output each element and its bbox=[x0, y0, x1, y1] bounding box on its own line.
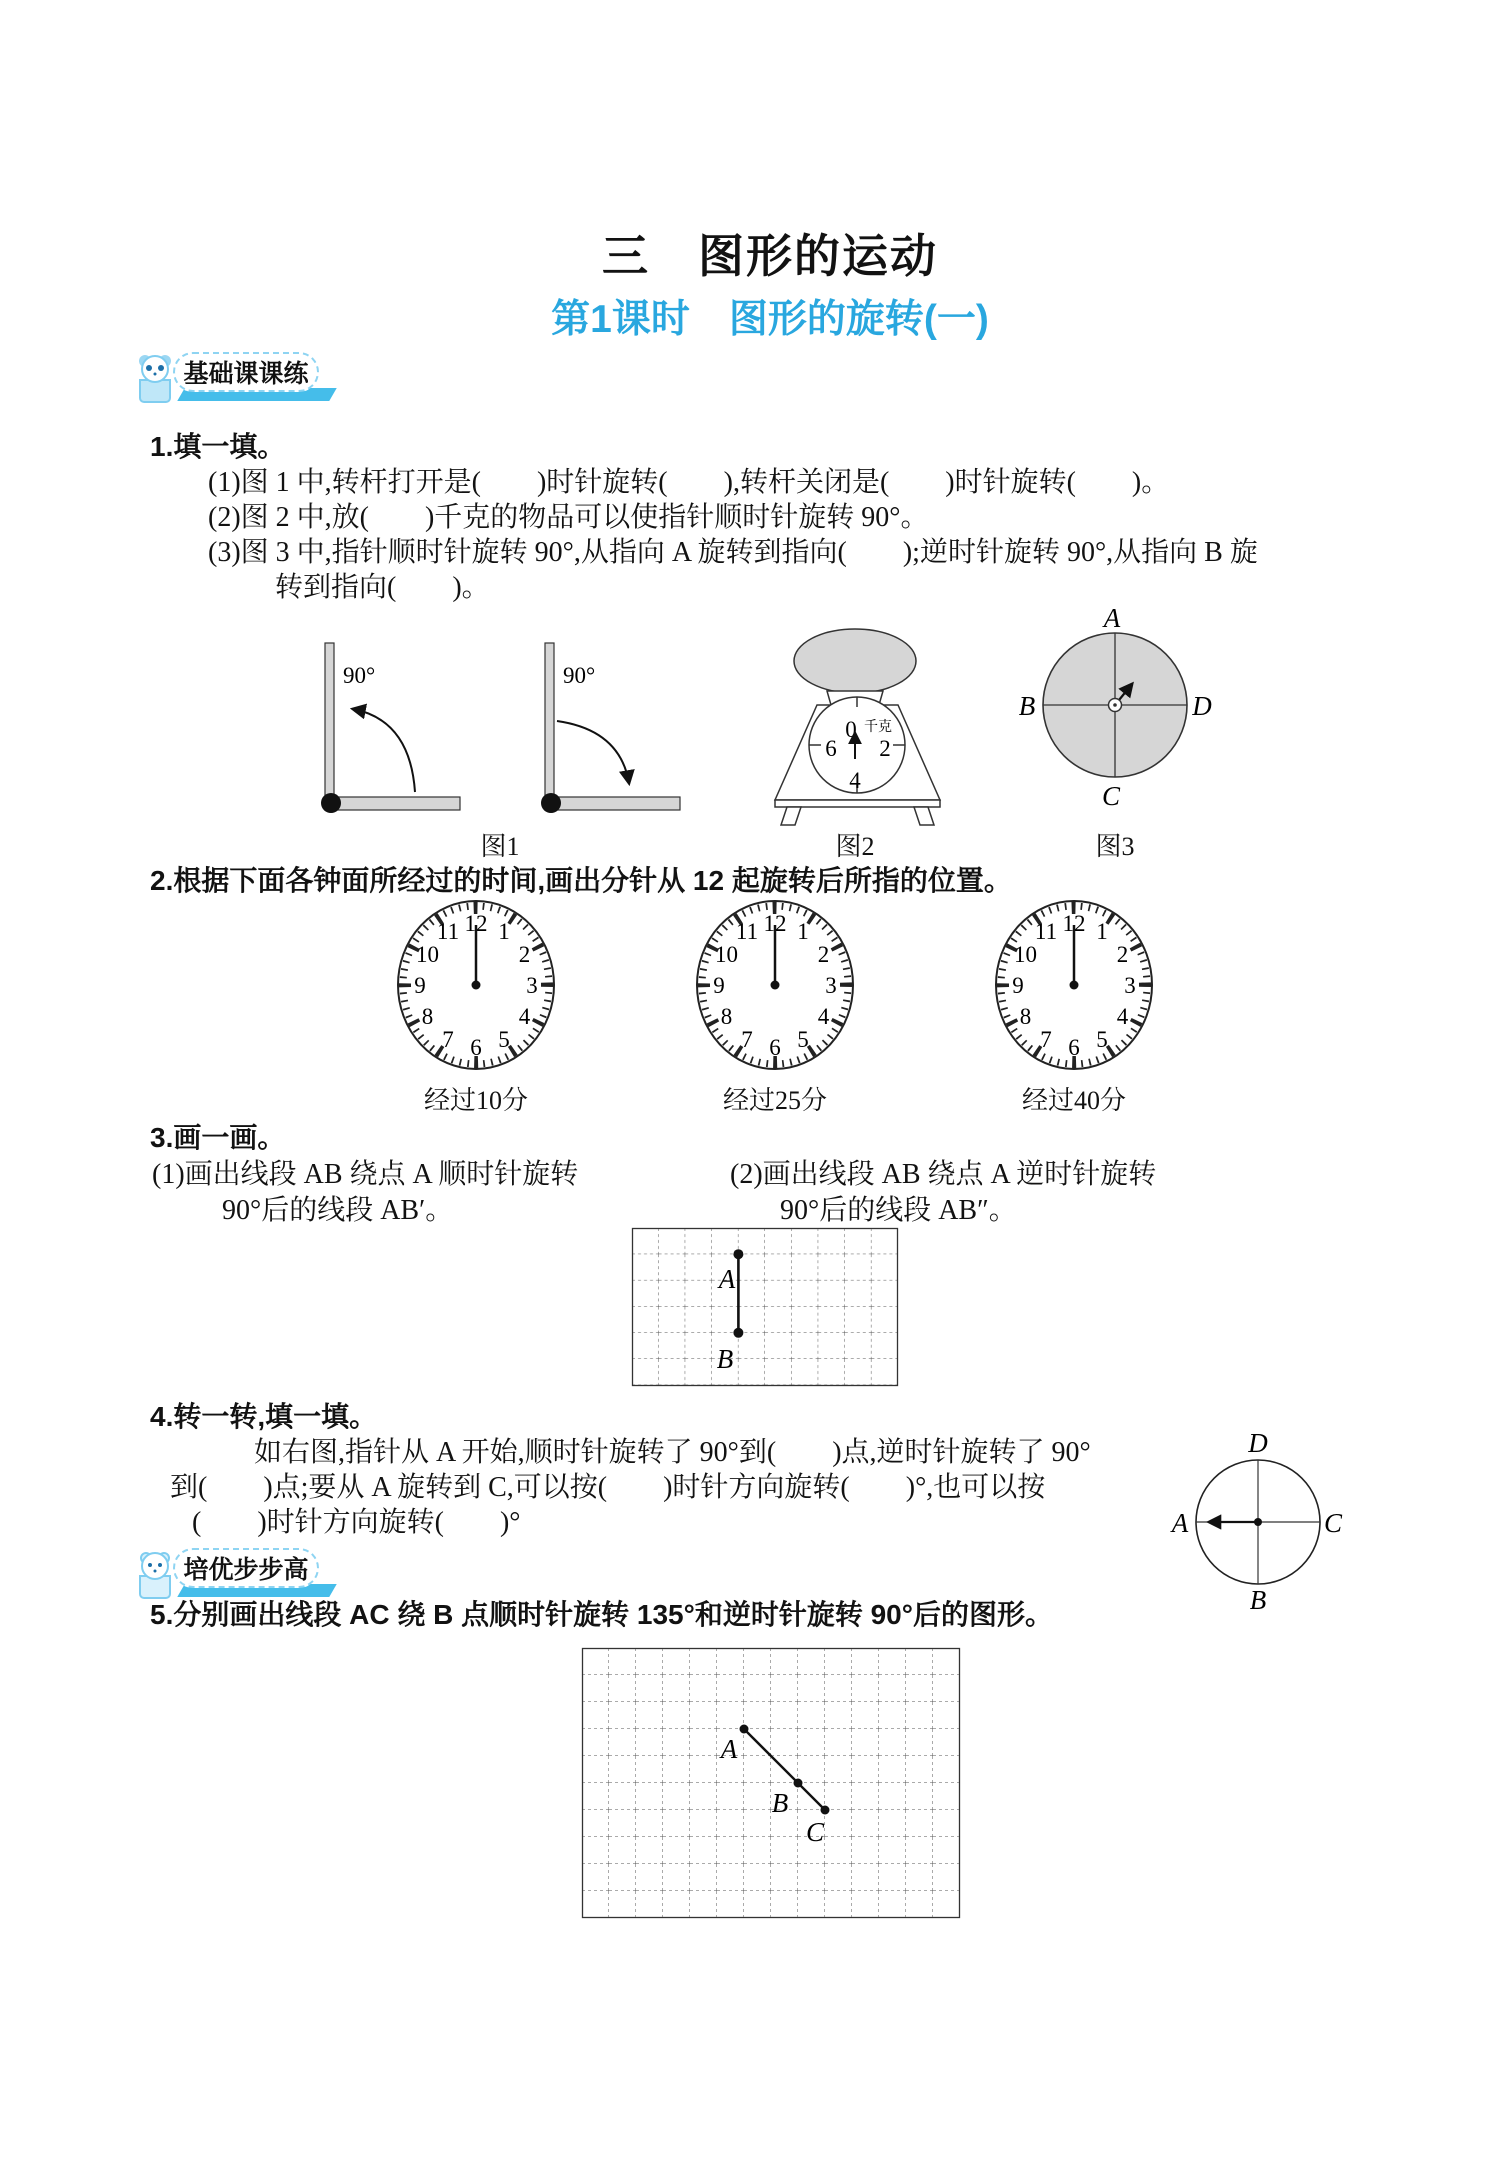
rotation-arrow-cw bbox=[557, 721, 629, 783]
clock-face-3 bbox=[989, 897, 1159, 1077]
svg-text:1: 1 bbox=[498, 919, 510, 944]
point-label-b: B bbox=[716, 1344, 734, 1374]
svg-text:2: 2 bbox=[817, 942, 830, 967]
svg-text:4: 4 bbox=[1116, 1004, 1129, 1029]
point-label-c: C bbox=[1323, 1508, 1343, 1538]
point-label-d: D bbox=[1248, 1428, 1268, 1458]
svg-text:11: 11 bbox=[1034, 919, 1058, 944]
point-b-dot bbox=[794, 1779, 803, 1788]
q3-drawing-grid bbox=[632, 1228, 898, 1386]
svg-text:11: 11 bbox=[735, 919, 759, 944]
svg-text:7: 7 bbox=[741, 1027, 753, 1052]
page-title: 三 图形的运动 bbox=[602, 230, 938, 282]
svg-text:6: 6 bbox=[769, 1035, 781, 1060]
figure1-gate-diagram bbox=[315, 635, 695, 825]
q3-stem: 3.画一画。 bbox=[150, 1122, 286, 1153]
badge-label: 基础课课练 bbox=[183, 360, 309, 388]
dial-unit: 千克 bbox=[864, 720, 892, 735]
point-label-a: A bbox=[718, 1264, 736, 1294]
scale-foot bbox=[914, 807, 934, 825]
svg-text:10: 10 bbox=[1014, 942, 1037, 967]
svg-text:3: 3 bbox=[1124, 973, 1136, 998]
gate-pole-vertical bbox=[545, 643, 554, 803]
figure3-caption: 图3 bbox=[1095, 832, 1135, 861]
dial-four: 4 bbox=[849, 768, 861, 793]
q1-item3-cont: 转到指向( )。 bbox=[275, 572, 490, 603]
q4-line3: ( )时针方向旋转( )° bbox=[192, 1507, 521, 1538]
q3-item1-line1: (1)画出线段 AB 绕点 A 顺时针旋转 bbox=[152, 1159, 579, 1190]
svg-text:7: 7 bbox=[442, 1027, 454, 1052]
angle-label: 90° bbox=[563, 663, 596, 688]
clock2-caption: 经过25分 bbox=[722, 1086, 827, 1115]
clock1-caption: 经过10分 bbox=[423, 1086, 528, 1115]
svg-text:6: 6 bbox=[1068, 1035, 1080, 1060]
clock-face-2 bbox=[690, 897, 860, 1077]
figure2-scale-diagram bbox=[765, 625, 950, 830]
point-label-a: A bbox=[720, 1734, 738, 1764]
svg-text:8: 8 bbox=[720, 1004, 733, 1029]
gate-pivot-dot bbox=[541, 793, 561, 813]
svg-text:3: 3 bbox=[825, 973, 837, 998]
q3-item2-line1: (2)画出线段 AB 绕点 A 逆时针旋转 bbox=[730, 1159, 1157, 1190]
point-label-c: C bbox=[1101, 781, 1121, 811]
badge-label: 培优步步高 bbox=[183, 1556, 309, 1584]
scale-pan-object bbox=[794, 629, 916, 693]
dial-two: 2 bbox=[879, 736, 891, 761]
point-label-c: C bbox=[805, 1817, 825, 1847]
scale-foot bbox=[781, 807, 801, 825]
svg-text:5: 5 bbox=[1096, 1027, 1108, 1052]
dial-zero: 0 bbox=[845, 717, 857, 742]
svg-text:4: 4 bbox=[817, 1004, 830, 1029]
svg-text:1: 1 bbox=[797, 919, 809, 944]
q3-item1-line2: 90°后的线段 AB′。 bbox=[222, 1195, 454, 1226]
point-label-a: A bbox=[1171, 1508, 1189, 1538]
point-label-b: B bbox=[771, 1788, 789, 1818]
svg-text:12: 12 bbox=[1062, 911, 1086, 936]
point-a-dot bbox=[740, 1725, 749, 1734]
point-b-dot bbox=[733, 1328, 743, 1338]
badge-label-box bbox=[173, 352, 319, 392]
svg-text:1: 1 bbox=[1096, 919, 1108, 944]
q4-line2: 到( )点;要从 A 旋转到 C,可以按( )时针方向旋转( )°,也可以按 bbox=[170, 1472, 1046, 1503]
q4-stem: 4.转一转,填一填。 bbox=[150, 1401, 378, 1432]
clock-center-dot bbox=[771, 981, 780, 990]
q2-stem: 2.根据下面各钟面所经过的时间,画出分针从 12 起旋转后所指的位置。 bbox=[150, 865, 1012, 896]
rotation-arrow-ccw bbox=[353, 709, 415, 792]
figure1-caption: 图1 bbox=[480, 832, 520, 861]
svg-text:10: 10 bbox=[416, 942, 439, 967]
q1-stem: 1.填一填。 bbox=[150, 431, 286, 462]
q5-drawing-grid bbox=[582, 1648, 960, 1918]
svg-text:5: 5 bbox=[797, 1027, 809, 1052]
q1-item2: (2)图 2 中,放( )千克的物品可以使指针顺时针旋转 90°。 bbox=[208, 502, 929, 533]
dial-six: 6 bbox=[825, 736, 837, 761]
angle-label: 90° bbox=[343, 663, 376, 688]
svg-text:4: 4 bbox=[518, 1004, 531, 1029]
svg-text:8: 8 bbox=[421, 1004, 434, 1029]
gate-pivot-dot bbox=[321, 793, 341, 813]
clock-face-1 bbox=[391, 897, 561, 1077]
gate-pole-horizontal bbox=[545, 797, 680, 810]
gate-pole-horizontal bbox=[325, 797, 460, 810]
q4-circle-diagram bbox=[1165, 1425, 1355, 1620]
svg-text:12: 12 bbox=[464, 911, 488, 936]
svg-text:9: 9 bbox=[713, 973, 725, 998]
point-c-dot bbox=[821, 1806, 830, 1815]
svg-text:12: 12 bbox=[763, 911, 787, 936]
svg-text:2: 2 bbox=[518, 942, 531, 967]
svg-text:3: 3 bbox=[526, 973, 538, 998]
svg-text:9: 9 bbox=[414, 973, 426, 998]
gate-pole-vertical bbox=[325, 643, 334, 803]
lesson-subtitle: 第1课时 图形的旋转(一) bbox=[551, 298, 989, 341]
svg-text:6: 6 bbox=[470, 1035, 482, 1060]
q4-line1: 如右图,指针从 A 开始,顺时针旋转了 90°到( )点,逆时针旋转了 90° bbox=[254, 1437, 1091, 1468]
svg-text:2: 2 bbox=[1116, 942, 1129, 967]
clock-center-dot bbox=[472, 981, 481, 990]
point-label-a: A bbox=[1103, 603, 1121, 633]
svg-text:8: 8 bbox=[1019, 1004, 1032, 1029]
polar-bear-icon bbox=[135, 1548, 175, 1602]
clock3-caption: 经过40分 bbox=[1021, 1086, 1126, 1115]
badge-label-box bbox=[173, 1548, 319, 1588]
q1-item3: (3)图 3 中,指针顺时针旋转 90°,从指向 A 旋转到指向( );逆时针旋转 90°,从指向 B 旋 bbox=[208, 537, 1258, 568]
figure2-caption: 图2 bbox=[835, 832, 875, 861]
panda-icon bbox=[135, 352, 175, 406]
svg-text:9: 9 bbox=[1012, 973, 1024, 998]
center-dot bbox=[1254, 1518, 1262, 1526]
svg-text:5: 5 bbox=[498, 1027, 510, 1052]
scale-base bbox=[775, 800, 940, 807]
point-label-b: B bbox=[1018, 691, 1036, 721]
svg-text:10: 10 bbox=[715, 942, 738, 967]
q3-item2-line2: 90°后的线段 AB″。 bbox=[780, 1195, 1017, 1226]
svg-text:7: 7 bbox=[1040, 1027, 1052, 1052]
clock-center-dot bbox=[1070, 981, 1079, 990]
badge-basic-practice bbox=[135, 352, 345, 410]
svg-text:11: 11 bbox=[436, 919, 460, 944]
point-label-d: D bbox=[1192, 691, 1212, 721]
figure3-circle-diagram bbox=[1015, 595, 1225, 820]
point-label-b: B bbox=[1249, 1585, 1267, 1615]
q5-stem: 5.分别画出线段 AC 绕 B 点顺时针旋转 135°和逆时针旋转 90°后的图形。 bbox=[150, 1599, 1053, 1630]
point-a-dot bbox=[733, 1249, 743, 1259]
q1-item1: (1)图 1 中,转杆打开是( )时针旋转( ),转杆关闭是( )时针旋转( )。 bbox=[208, 467, 1170, 498]
